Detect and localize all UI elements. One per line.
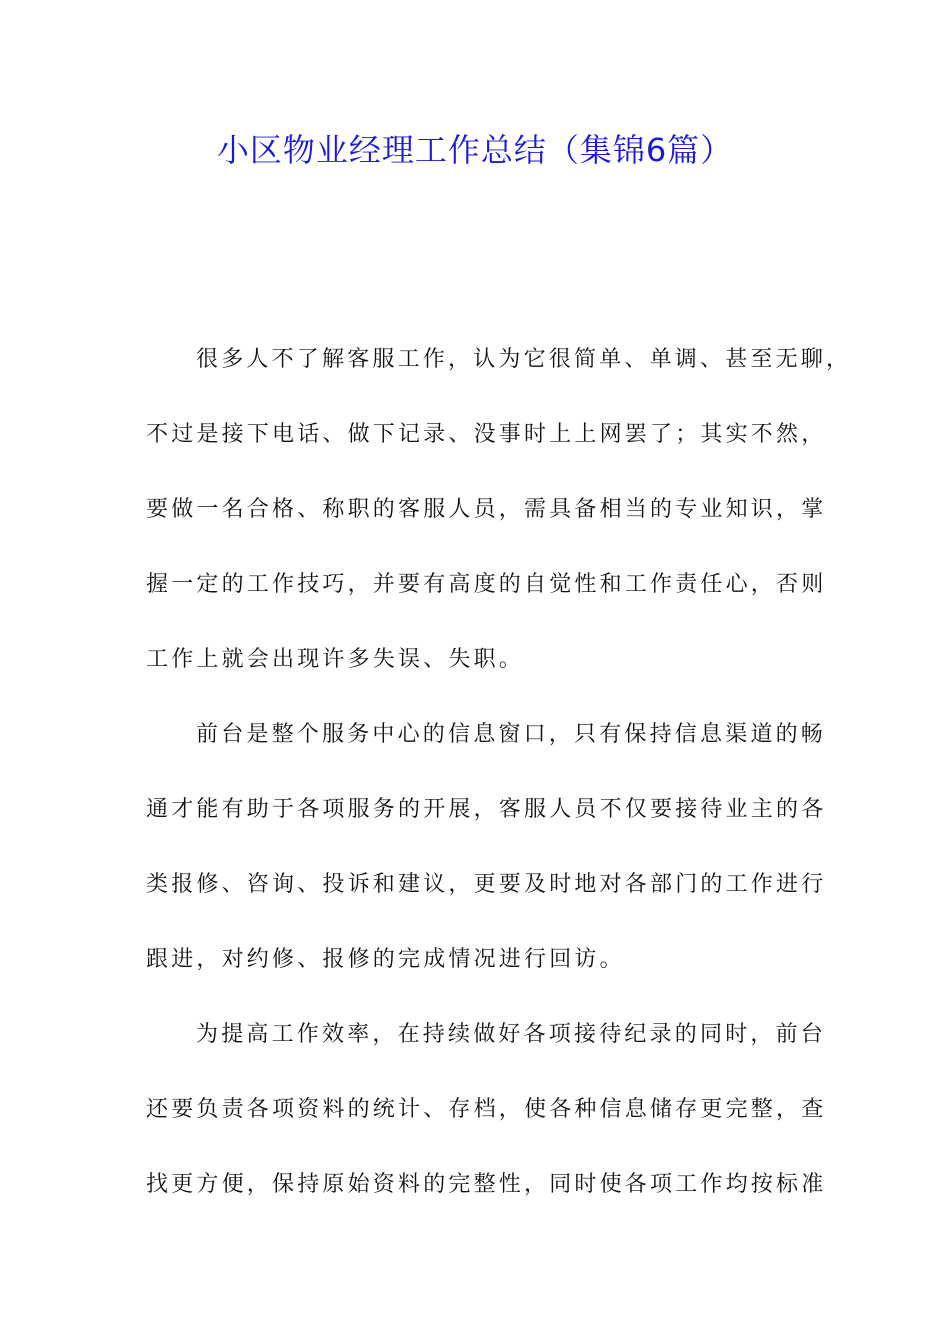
paragraph-line: 握一定的工作技巧，并要有高度的自觉性和工作责任心，否则 [146, 572, 827, 597]
paragraph-line: 还要负责各项资料的统计、存档，使各种信息储存更完整，查 [146, 1097, 827, 1122]
paragraph-line: 不过是接下电话、做下记录、没事时上上网罢了；其实不然， [146, 422, 827, 447]
paragraph-line: 类报修、咨询、投诉和建议，更要及时地对各部门的工作进行 [146, 872, 827, 897]
paragraph-line: 很多人不了解客服工作，认为它很简单、单调、甚至无聊， [196, 347, 852, 372]
paragraph-line: 找更方便，保持原始资料的完整性，同时使各项工作均按标准 [146, 1172, 827, 1197]
paragraph-line: 前台是整个服务中心的信息窗口，只有保持信息渠道的畅 [196, 722, 827, 747]
document-body [146, 335, 852, 1235]
paragraph-3 [146, 1010, 827, 1235]
paragraph-2 [146, 710, 827, 1010]
paragraph-line: 工作上就会出现许多失误、失职。 [146, 647, 525, 672]
paragraph-line: 为提高工作效率，在持续做好各项接待纪录的同时，前台 [196, 1022, 827, 1047]
paragraph-1 [146, 335, 852, 710]
document-title: 小区物业经理工作总结（集锦6篇） [216, 131, 734, 169]
paragraph-line: 通才能有助于各项服务的开展，客服人员不仅要接待业主的各 [146, 797, 827, 822]
paragraph-line: 要做一名合格、称职的客服人员，需具备相当的专业知识，掌 [146, 497, 827, 522]
paragraph-line: 跟进，对约修、报修的完成情况进行回访。 [146, 947, 625, 972]
